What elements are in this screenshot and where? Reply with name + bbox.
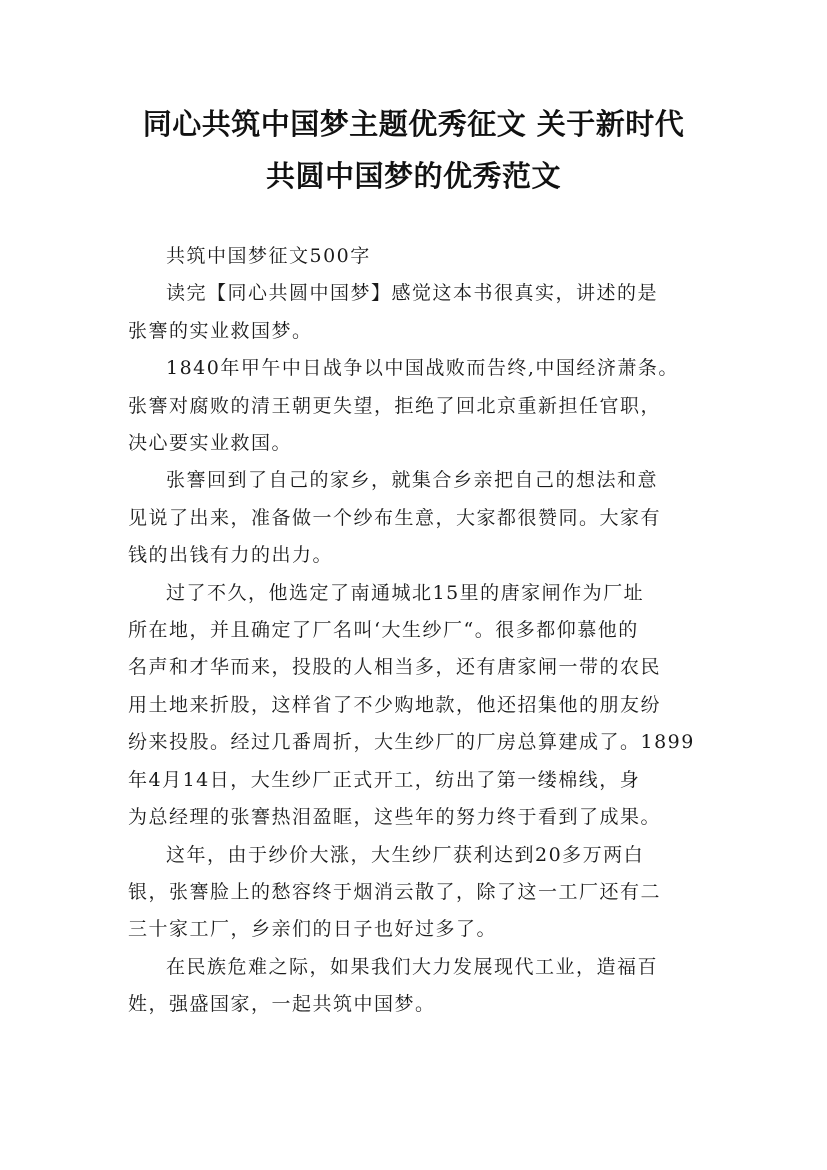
text-line: 读完【同心共圆中国梦】感觉这本书很真实，讲述的是 bbox=[166, 282, 659, 305]
text-line: 张謇回到了自己的家乡，就集合乡亲把自己的想法和意 bbox=[166, 469, 659, 492]
title-line: 同心共筑中国梦主题优秀征文 关于新时代 bbox=[142, 107, 685, 141]
text-line: 纷来投股。经过几番周折，大生纱厂的厂房总算建成了。1899 bbox=[128, 731, 695, 754]
text-line: 张謇的实业救国梦。 bbox=[128, 319, 313, 342]
document-body bbox=[128, 238, 708, 1024]
paragraph bbox=[128, 462, 708, 574]
paragraph bbox=[128, 837, 708, 949]
text-line: 用土地来折股，这样省了不少购地款，他还招集他的朋友纷 bbox=[128, 693, 662, 716]
text-line: 1840年甲午中日战争以中国战败而告终,中国经济萧条。 bbox=[166, 357, 679, 380]
paragraph bbox=[128, 350, 708, 462]
paragraph-heading bbox=[128, 238, 708, 275]
text-line: 三十家工厂，乡亲们的日子也好过多了。 bbox=[128, 918, 498, 941]
text-line: 这年，由于纱价大涨，大生纱厂获利达到20多万两白 bbox=[166, 843, 645, 866]
paragraph bbox=[128, 275, 708, 350]
document-title bbox=[100, 98, 727, 202]
text-line: 在民族危难之际，如果我们大力发展现代工业，造福百 bbox=[166, 955, 659, 978]
text-line: 银，张謇脸上的愁容终于烟消云散了，除了这一工厂还有二 bbox=[128, 880, 662, 903]
text-line: 见说了出来，准备做一个纱布生意，大家都很赞同。大家有 bbox=[128, 506, 662, 529]
paragraph bbox=[128, 575, 708, 837]
text-line: 所在地，并且确定了厂名叫‘大生纱厂“。很多都仰慕他的 bbox=[128, 619, 639, 642]
paragraph bbox=[128, 949, 708, 1024]
text-line: 钱的出钱有力的出力。 bbox=[128, 544, 334, 567]
text-line: 共筑中国梦征文500字 bbox=[166, 245, 371, 267]
text-line: 姓，强盛国家，一起共筑中国梦。 bbox=[128, 993, 436, 1016]
title-line: 共圆中国梦的优秀范文 bbox=[265, 159, 561, 193]
text-line: 名声和才华而来，投股的人相当多，还有唐家闸一带的农民 bbox=[128, 656, 662, 679]
text-line: 张謇对腐败的清王朝更失望，拒绝了回北京重新担任官职， bbox=[128, 394, 662, 417]
text-line: 年4月14日，大生纱厂正式开工，纺出了第一缕棉线，身 bbox=[128, 768, 641, 791]
text-line: 决心要实业救国。 bbox=[128, 432, 293, 455]
text-line: 为总经理的张謇热泪盈眶，这些年的努力终于看到了成果。 bbox=[128, 806, 662, 829]
text-line: 过了不久，他选定了南通城北15里的唐家闸作为厂址 bbox=[166, 581, 645, 604]
